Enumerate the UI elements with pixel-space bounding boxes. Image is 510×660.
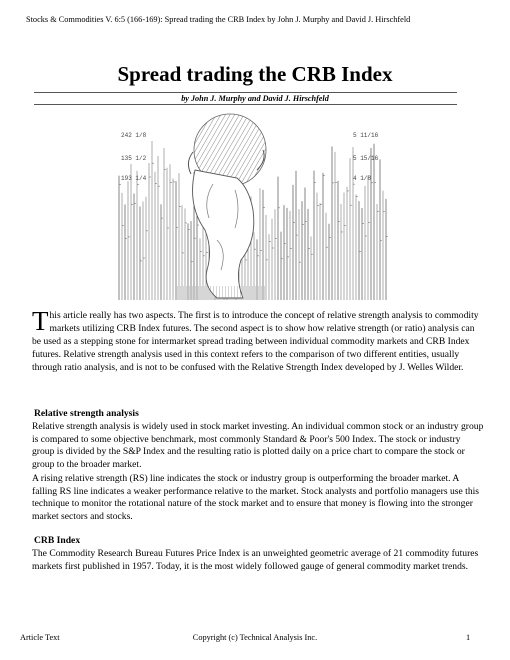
paragraph-crb-index-1: The Commodity Research Bureau Futures Price Index is an unweighted geometric average of 21 commodity futures markets first published in 1957. Today, it is the most widely followed gauge of general commodity market trends. [32,548,479,572]
running-header: Stocks & Commodities V. 6:5 (166-169): Spread trading the CRB Index by John J. Murphy and David J. Hirschfeld [26,15,411,24]
intro-text: his article really has two aspects. The first is to introduce the concept of relative strength analysis to commodity markets utilizing CRB Index futures. The second aspect is to show how relative strength (or ratio) analysis can be used as a stepping stone for intermarket spread trading between individual commodity markets and CRB Index futures. Relative strength analysis used in this context refers to the comparison of two different entities, usually through ratio analysis, and is not to be confused with the Relative Strength Index developed by J. Welles Wilder. [32,310,479,373]
footer-left: Article Text [20,633,60,642]
paragraph-relative-strength-2: A rising relative strength (RS) line indicates the stock or industry group is outperforming the broader market. A falling RS line indicates a weaker performance relative to the market. Stock analysts and portfolio managers use this technique to monitor the rotational nature of the stock market and to ensure that money is flowing into the stronger market sectors and stocks. [32,473,480,522]
ticker-left-2: 135 1/2 [121,155,147,162]
ticker-right-2: 5 15/16 [353,155,379,162]
drop-cap: T [32,306,49,336]
intro-paragraph [32,306,482,374]
ticker-right-3: 4 1/8 [353,175,372,182]
ticker-numbers-right [353,132,379,182]
ticker-numbers-left [121,132,147,182]
paragraph-relative-strength-1: Relative strength analysis is widely used in stock market investing. An individual common stock or an industry group is compared to some objective benchmark, most commonly Standard & Poor's 500 Index. The stock or industry group is divided by the S&P Index and the resulting ratio is plotted daily on a price chart to compare the stock or group to the broader market. [32,421,484,470]
ticker-right-1: 5 11/16 [353,132,379,139]
article-title: Spread trading the CRB Index [117,62,393,86]
article-byline: by John J. Murphy and David J. Hirschfeld [181,94,329,103]
section-heading-relative-strength: Relative strength analysis [34,408,139,419]
title-rule-bottom [34,104,457,105]
footer-page-number: 1 [466,633,471,642]
title-rule-top [34,92,457,93]
footer-copyright: Copyright (c) Technical Analysis Inc. [192,633,318,642]
figure-base [177,286,267,300]
section-heading-crb-index: CRB Index [34,535,81,546]
atlas-figure-illustration [117,110,391,300]
ticker-left-1: 242 1/8 [121,132,147,139]
atlas-figure [177,114,267,300]
ticker-left-3: 193 1/4 [121,175,147,182]
